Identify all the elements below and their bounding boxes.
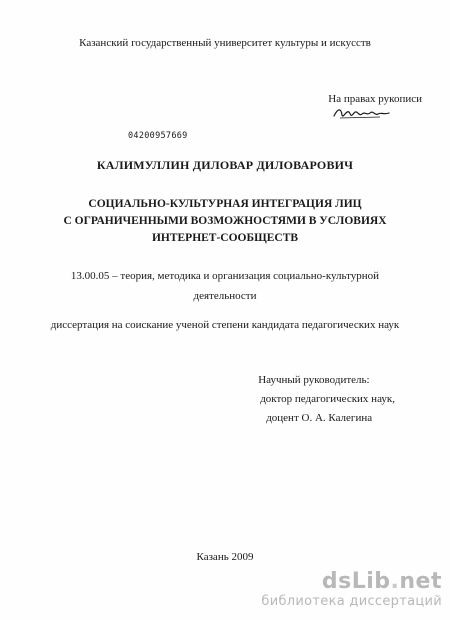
city-year: Казань 2009 (196, 551, 254, 563)
specialty-code (0, 266, 450, 306)
university-name: Казанский государственный университет культуры и искусств (79, 37, 371, 49)
watermark-logo (261, 570, 442, 594)
manuscript-rights-label: На правах рукописи (328, 93, 422, 105)
advisor-name: доцент О. А. Калегина (266, 412, 373, 424)
watermark-logo-dot: . (390, 569, 400, 594)
scientific-advisor (258, 371, 395, 428)
title-line-1: СОЦИАЛЬНО-КУЛЬТУРНАЯ ИНТЕГРАЦИЯ ЛИЦ (88, 198, 362, 210)
watermark-logo-tld: net (399, 569, 442, 594)
title-line-3: ИНТЕРНЕТ-СООБЩЕСТВ (151, 232, 299, 244)
specialty-line-2: деятельности (193, 290, 257, 302)
degree-statement: диссертация на соискание ученой степени кандидата педагогических наук (50, 319, 400, 331)
watermark-logo-main: dsLib (321, 569, 391, 594)
specialty-line-1: 13.00.05 – теория, методика и организация социально-культурной (70, 270, 380, 282)
title-line-2: С ОГРАНИЧЕННЫМИ ВОЗМОЖНОСТЯМИ В УСЛОВИЯХ (63, 215, 387, 227)
registration-number: 04200957669 (128, 131, 188, 141)
author-name: КАЛИМУЛЛИН ДИЛОВАР ДИЛОВАРОВИЧ (96, 158, 354, 172)
advisor-degree: доктор педагогических наук, (260, 393, 395, 405)
handwritten-signature (332, 104, 392, 122)
dslib-watermark[interactable] (261, 570, 442, 609)
dissertation-title (0, 196, 450, 247)
advisor-label: Научный руководитель: (258, 374, 370, 386)
watermark-subtitle: библиотека диссертаций (261, 594, 442, 609)
